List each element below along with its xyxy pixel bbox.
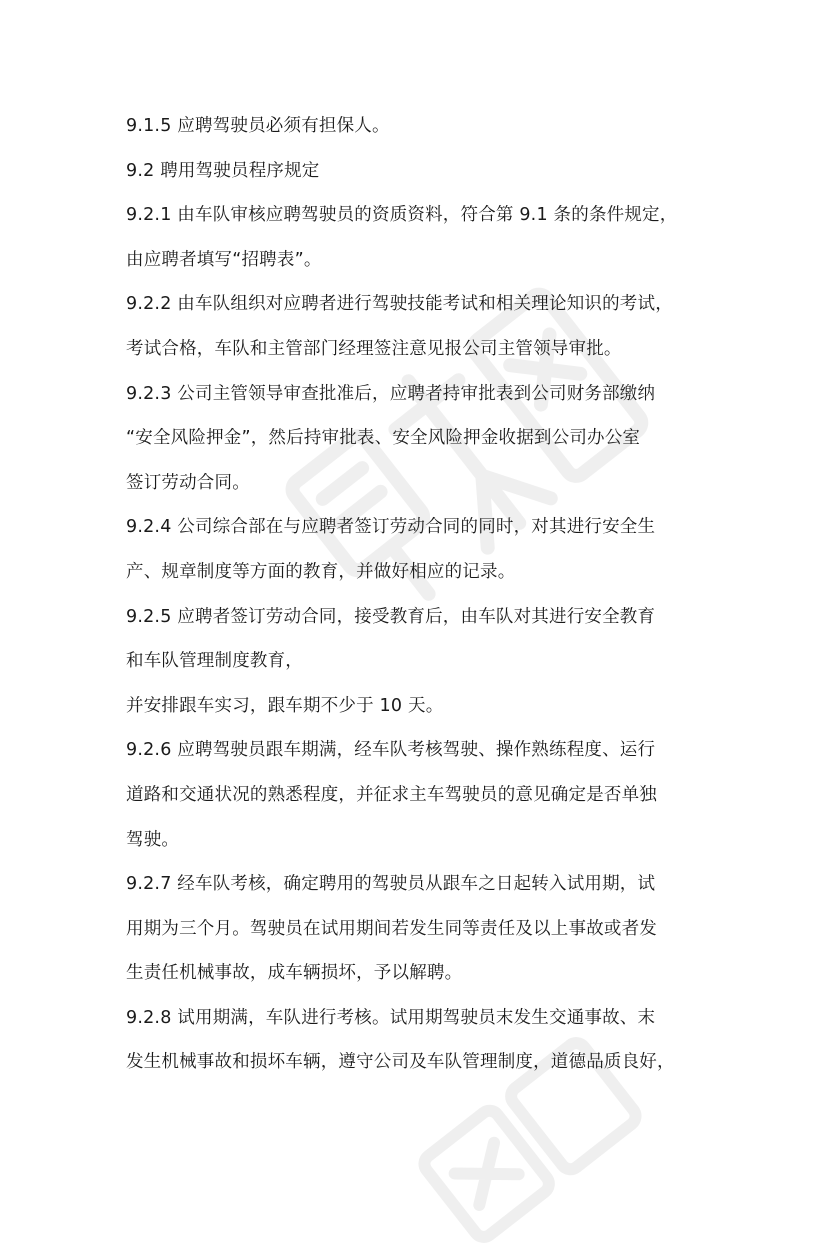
- text-line: 考试合格，车队和主管部门经理签注意见报公司主管领导审批。: [126, 338, 622, 359]
- text-line: 用期为三个月。驾驶员在试用期间若发生同等责任及以上事故或者发: [126, 918, 657, 939]
- text-line: 9.2.5 应聘者签订劳动合同，接受教育后，由车队对其进行安全教育: [126, 606, 656, 627]
- text-line: 发生机械事故和损坏车辆，遵守公司及车队管理制度，道德品质良好，: [126, 1052, 675, 1073]
- text-line: 9.2.4 公司综合部在与应聘者签订劳动合同的同时，对其进行安全生: [126, 517, 656, 538]
- text-line: 生责任机械事故，成车辆损坏，予以解聘。: [126, 963, 463, 984]
- text-line: “安全风险押金”，然后持审批表、安全风险押金收据到公司办公室: [126, 428, 641, 449]
- text-line: 9.2.8 试用期满，车队进行考核。试用期驾驶员末发生交通事故、末: [126, 1007, 656, 1028]
- text-line: 产、规章制度等方面的教育，并做好相应的记录。: [126, 561, 516, 582]
- text-line: 9.2.2 由车队组织对应聘者进行驾驶技能考试和相关理论知识的考试，: [126, 294, 673, 315]
- text-line: 9.2.7 经车队考核，确定聘用的驾驶员从跟车之日起转入试用期，试: [126, 874, 656, 895]
- text-line: 签订劳动合同。: [126, 472, 250, 493]
- text-line: 并安排跟车实习，跟车期不少于 10 天。: [126, 695, 444, 716]
- text-line: 和车队管理制度教育，: [126, 651, 303, 672]
- section-heading: 9.2 聘用驾驶员程序规定: [126, 160, 320, 181]
- text-line: 驾驶。: [126, 829, 180, 850]
- document-body: [126, 104, 726, 1085]
- text-line: 9.2.6 应聘驾驶员跟车期满，经车队考核驾驶、操作熟练程度、运行: [126, 740, 656, 761]
- text-line: 9.2.3 公司主管领导审查批准后，应聘者持审批表到公司财务部缴纳: [126, 383, 656, 404]
- text-line: 由应聘者填写“招聘表”。: [126, 249, 322, 270]
- text-line: 9.2.1 由车队审核应聘驾驶员的资质资料，符合第 9.1 条的条件规定，: [126, 205, 678, 226]
- text-line: 9.1.5 应聘驾驶员必须有担保人。: [126, 116, 390, 136]
- text-line: 道路和交通状况的熟悉程度，并征求主车驾驶员的意见确定是否单独: [126, 784, 657, 805]
